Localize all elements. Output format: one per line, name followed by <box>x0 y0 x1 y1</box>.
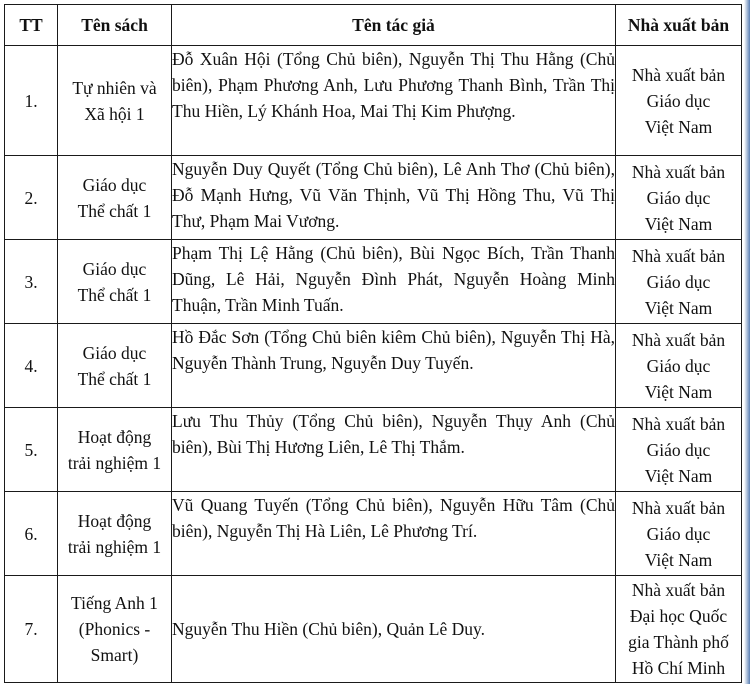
book-title: Giáo dục Thể chất 1 <box>58 324 172 408</box>
book-title: Giáo dục Thể chất 1 <box>58 156 172 240</box>
table-row <box>5 240 742 324</box>
row-number: 5. <box>5 408 58 492</box>
table-row <box>5 46 742 156</box>
book-title: Hoạt động trải nghiệm 1 <box>58 492 172 576</box>
row-number: 1. <box>5 46 58 156</box>
book-title: Tiếng Anh 1 (Phonics - Smart) <box>58 576 172 683</box>
table-row <box>5 492 742 576</box>
author-list: Nguyễn Thu Hiền (Chủ biên), Quản Lê Duy. <box>172 576 616 683</box>
publisher: Nhà xuất bản Giáo dục Việt Nam <box>616 324 742 408</box>
table-row <box>5 156 742 240</box>
row-number: 4. <box>5 324 58 408</box>
author-list: Nguyễn Duy Quyết (Tổng Chủ biên), Lê Anh Thơ (Chủ biên), Đỗ Mạnh Hưng, Vũ Văn Thịnh, Vũ Thị Hồng Thu, Vũ Thị Thư, Phạm Mai Vương. <box>172 156 616 240</box>
row-number: 7. <box>5 576 58 683</box>
header-author: Tên tác giả <box>172 5 616 46</box>
author-list: Đỗ Xuân Hội (Tổng Chủ biên), Nguyễn Thị Thu Hằng (Chủ biên), Phạm Phương Anh, Lưu Phương Thanh Bình, Trần Thị Thu Hiền, Lý Khánh Hoa, Mai Thị Kim Phượng. <box>172 46 616 156</box>
header-book-title: Tên sách <box>58 5 172 46</box>
header-row <box>5 5 742 46</box>
publisher: Nhà xuất bản Giáo dục Việt Nam <box>616 408 742 492</box>
table-row <box>5 576 742 683</box>
book-title: Tự nhiên và Xã hội 1 <box>58 46 172 156</box>
author-list: Hồ Đắc Sơn (Tổng Chủ biên kiêm Chủ biên), Nguyễn Thị Hà, Nguyễn Thành Trung, Nguyễn Duy Tuyến. <box>172 324 616 408</box>
book-title: Giáo dục Thể chất 1 <box>58 240 172 324</box>
publisher: Nhà xuất bản Giáo dục Việt Nam <box>616 46 742 156</box>
book-title: Hoạt động trải nghiệm 1 <box>58 408 172 492</box>
publisher: Nhà xuất bản Giáo dục Việt Nam <box>616 240 742 324</box>
header-publisher: Nhà xuất bản <box>616 5 742 46</box>
header-tt: TT <box>5 5 58 46</box>
author-list: Vũ Quang Tuyến (Tổng Chủ biên), Nguyễn Hữu Tâm (Chủ biên), Nguyễn Thị Hà Liên, Lê Phương Trí. <box>172 492 616 576</box>
table-row <box>5 408 742 492</box>
scan-edge-shadow <box>744 0 750 684</box>
publisher: Nhà xuất bản Giáo dục Việt Nam <box>616 492 742 576</box>
table-row <box>5 324 742 408</box>
author-list: Phạm Thị Lệ Hằng (Chủ biên), Bùi Ngọc Bích, Trần Thanh Dũng, Lê Hải, Nguyễn Đình Phát, Nguyễn Hoàng Minh Thuận, Trần Minh Tuấn. <box>172 240 616 324</box>
row-number: 2. <box>5 156 58 240</box>
publisher: Nhà xuất bản Giáo dục Việt Nam <box>616 156 742 240</box>
publisher: Nhà xuất bản Đại học Quốc gia Thành phố Hồ Chí Minh <box>616 576 742 683</box>
author-list: Lưu Thu Thủy (Tổng Chủ biên), Nguyễn Thụy Anh (Chủ biên), Bùi Thị Hương Liên, Lê Thị Thắm. <box>172 408 616 492</box>
row-number: 3. <box>5 240 58 324</box>
textbook-table <box>4 4 742 683</box>
row-number: 6. <box>5 492 58 576</box>
